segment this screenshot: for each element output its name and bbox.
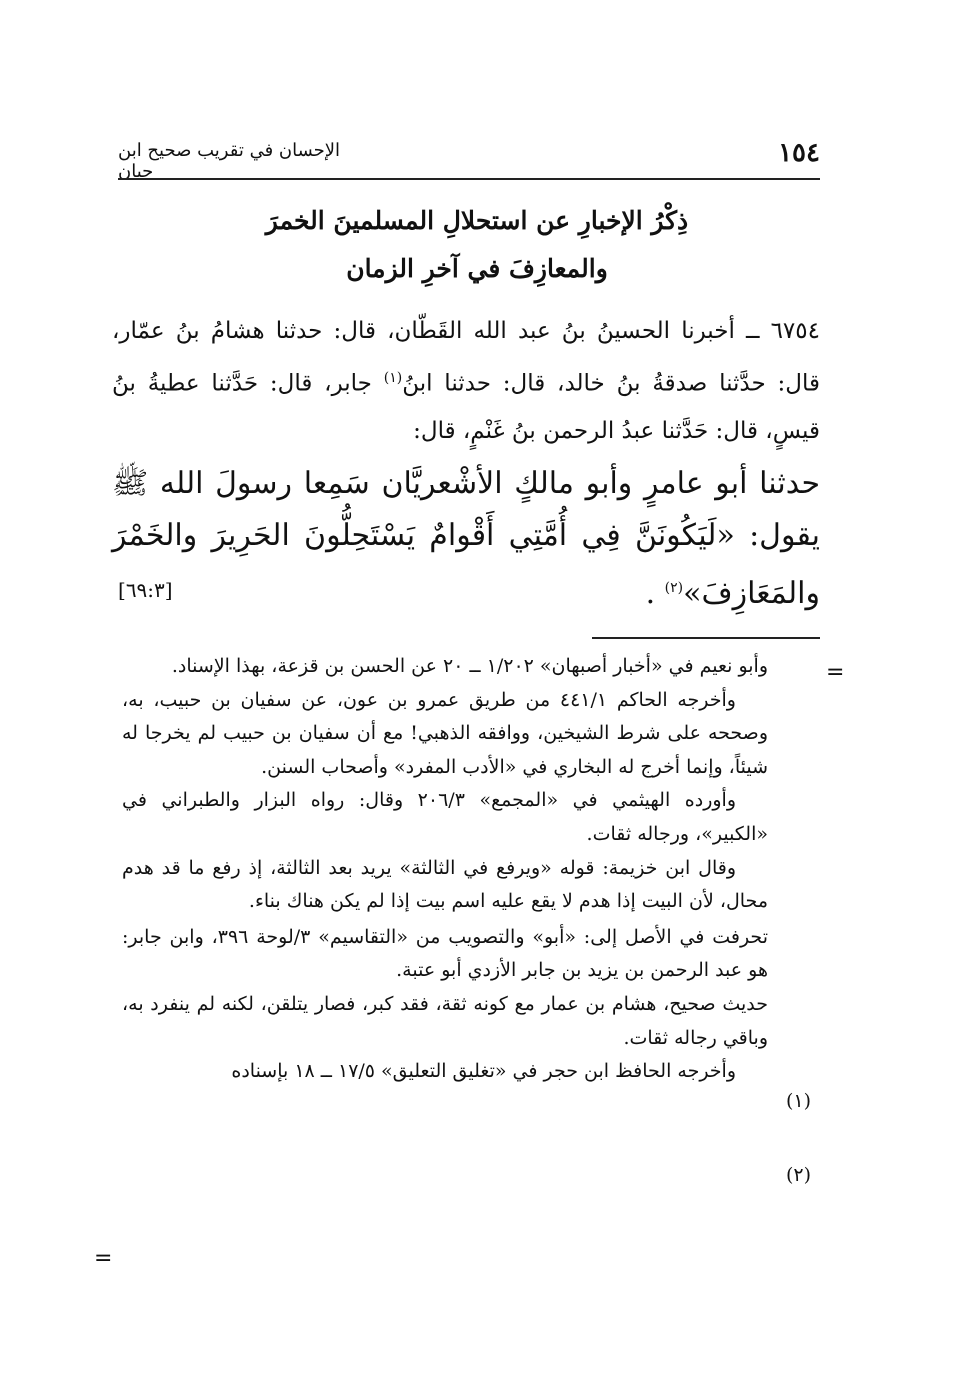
isnad-text: ٦٧٥٤ ــ أخبرنا الحسينُ بنُ عبد الله القَطّان، قال: حدثنا هشامُ بنُ عمّار، قال: حدَّثنا صدقةُ بنُ خالد، قال: حدثنا ابنُ [112,318,821,397]
footnote-para-4: وقال ابن خزيمة: قوله «ويرفع في الثالثة» يريد بعد الثالثة، إذ رفع ما قد هدم محال، لأن البيت إذا هدم لا يقع عليه اسم بيت إذا لم يكن هناك بناء. [122,856,768,913]
hadith-text: حدثنا أبو عامرٍ وأبو مالكٍ الأشْعريَّان سَمِعا رسولَ الله ﷺ يقول: «لَيَكُونَنَّ فِي أُمَّتِي أَقْوامٌ يَسْتَحِلُّونَ الحَرِيرَ والخَمْرَ والمَعَازِفَ» [112,466,820,611]
chapter-heading-line1: ذِكْرُ الإخبارِ عن استحلالِ المسلمينَ الخمرَ [265,206,689,235]
continuation-mark-end: = [94,1246,113,1271]
footnote-para-1: وأبو نعيم في «أخبار أصبهان» ١/٢٠٢ ــ ٢٠ عن الحسن بن قزعة، بهذا الإسناد. [171,655,768,677]
page-number: ١٥٤ [778,138,820,168]
footnote-1: تحرفت في الأصل إلى: «أبو» والتصويب من «التقاسيم» ٣/لوحة ٣٩٦، وابن جابر: هو عبد الرحمن بن يزيد بن جابر الأزدي أبو عتبة. [122,925,768,982]
source-reference: [٦٩:٣] [118,578,173,602]
footnote-rule [592,637,820,639]
footnote-para-5: وأخرجه الحافظ ابن حجر في «تغليق التعليق» ١٧/٥ ــ ١٨ بإسناده [231,1060,736,1083]
footnote-2: حديث صحيح، هشام بن عمار مع كونه ثقة، فقد كبر، فصار يتلقن، لكنه لم ينفرد به، وباقي رجاله ثقات. [122,992,768,1049]
footnote-1-number: (١) [786,1090,812,1112]
isnad-text-cont: جابر، قال: حَدَّثنا عطيةُ بنُ قيسٍ، قال: حَدَّثنا عبدُ الرحمن بنُ غَنْمٍ، قال: [112,370,820,444]
header-rule [118,178,820,180]
running-header-title: الإحسان في تقريب صحيح ابن حبان [118,140,341,182]
continuation-mark-start: = [826,660,845,685]
footnote-para-2: وأخرجه الحاكم ٤٤١/١ من طريق عمرو بن عون، عن سفيان بن حبيب، به، وصححه على شرط الشيخين، ووافقه الذهبي! مع أن سفيان بن حبيب لم يخرجا له شيئاً، وإنما أخرج له البخاري في «الأدب المفرد» وأصحاب السنن. [122,688,768,778]
hadith-text-block [112,458,820,620]
footnote-ref-2: (٢) [664,580,684,596]
isnad-paragraph [112,308,820,455]
footnote-ref-1: (١) [383,370,403,386]
chapter-heading-line2: والمعازِفَ في آخرِ الزمان [346,254,608,283]
footnotes-block [122,650,768,1089]
hadith-end: . [645,576,665,611]
footnote-para-3: وأورده الهيثمي في «المجمع» ٢٠٦/٣ وقال: رواه البزار والطبراني في «الكبير»، ورجاله ثقات. [122,789,768,845]
footnote-2-number: (٢) [786,1164,812,1186]
